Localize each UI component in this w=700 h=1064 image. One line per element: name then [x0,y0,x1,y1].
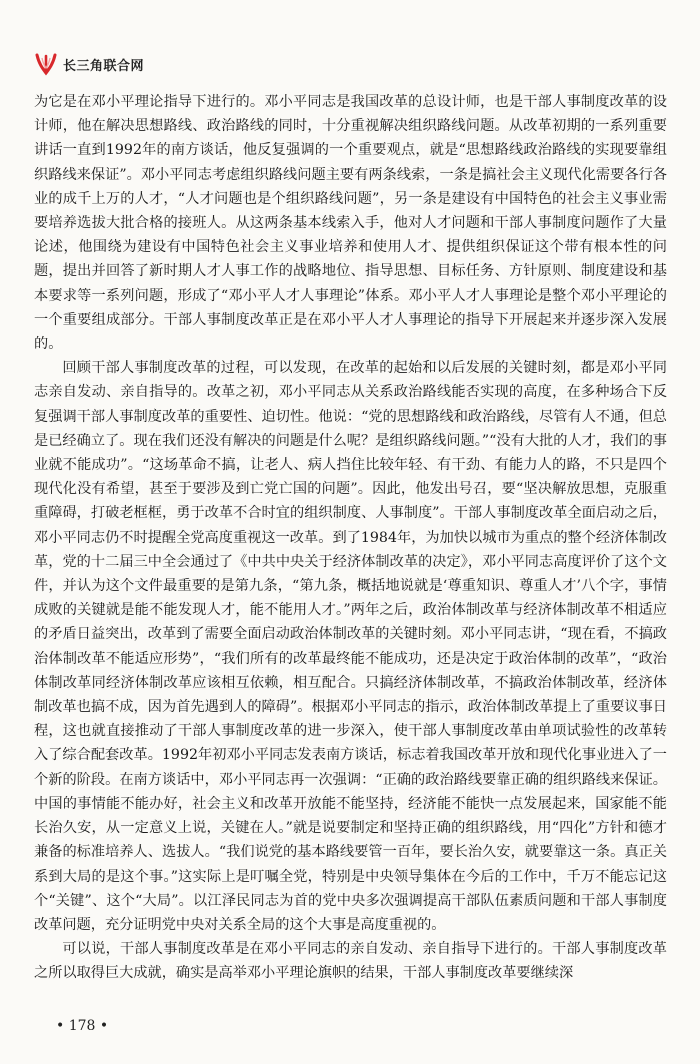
csj-logo-icon [34,52,58,76]
site-header [34,52,144,76]
page-number: • 178 • [56,1018,109,1034]
site-brand: 长三角联合网 [63,58,145,74]
paragraph-2: 回顾干部人事制度改革的过程，可以发现，在改革的起始和以后发展的关键时刻，都是邓小平同志亲自发动、亲自指导的。改革之初，邓小平同志从关系政治路线能否实现的高度，在多种场合下反复强调干部人事制度改革的重要性、迫切性。他说：“党的思想路线和政治路线，尽管有人不通，但总是已经确立了。现在我们还没有解决的问题是什么呢？是组织路线问题。”“没有大批的人才，我们的事业就不能成功”。“这场革命不搞，让老人、病人挡住比较年轻、有干劲、有能力人的路，不只是四个现代化没有希望，甚至于要涉及到亡党亡国的问题”。因此，他发出号召，要“坚决解放思想，克服重重障碍，打破老框框，勇于改革不合时宜的组织制度、人事制度”。干部人事制度改革全面启动之后，邓小平同志仍不时提醒全党高度重视这一改革。到了1984年，为加快以城市为重点的整个经济体制改革，党的十二届三中全会通过了《中共中央关于经济体制改革的决定》，邓小平同志高度评价了这个文件，并认为这个文件最重要的是第九条，“第九条，概括地说就是‘尊重知识、尊重人才’八个字，事情成败的关键就是能不能发现人才，能不能用人才。”两年之后，政治体制改革与经济体制改革不相适应的矛盾日益突出，改革到了需要全面启动政治体制改革的关键时刻。邓小平同志讲，“现在看，不搞政治体制改革不能适应形势”，“我们所有的改革最终能不能成功，还是决定于政治体制的改革”，“政治体制改革同经济体制改革应该相互依赖，相互配合。只搞经济体制改革，不搞政治体制改革，经济体制改革也搞不成，因为首先遇到人的障碍”。根据邓小平同志的指示，政治体制改革提上了重要议事日程，这也就直接推动了干部人事制度改革的进一步深入，使干部人事制度改革由单项试验性的改革转入了综合配套改革。1992年初邓小平同志发表南方谈话，标志着我国改革开放和现代化事业进入了一个新的阶段。在南方谈话中，邓小平同志再一次强调：“正确的政治路线要靠正确的组织路线来保证。中国的事情能不能办好，社会主义和改革开放能不能坚持，经济能不能快一点发展起来，国家能不能长治久安，从一定意义上说，关键在人。”就是说要制定和坚持正确的组织路线，用“四化”方针和德才兼备的标准培养人、选拔人。“我们说党的基本路线要管一百年，要长治久安，就要靠这一条。真正关系到大局的是这个事。”这实际上是叮嘱全党，特别是中央领导集体在今后的工作中，千万不能忘记这个“关键”、这个“大局”。以江泽民同志为首的党中央多次强调提高干部队伍素质问题和干部人事制度改革问题，充分证明党中央对关系全局的这个大事是高度重视的。 [34,360,667,933]
paragraph-3: 可以说，干部人事制度改革是在邓小平同志的亲自发动、亲自指导下进行的。干部人事制度改革之所以取得巨大成就，确实是高举邓小平理论旗帜的结果，干部人事制度改革要继续深 [34,941,667,982]
paragraph-1: 为它是在邓小平理论指导下进行的。邓小平同志是我国改革的总设计师，也是干部人事制度改革的设计师，他在解决思想路线、政治路线的同时，十分重视解决组织路线问题。从改革初期的一系列重要讲话一直到1992年的南方谈话，他反复强调的一个重要观点，就是“思想路线政治路线的实现要靠组织路线来保证”。邓小平同志考虑组织路线问题主要有两条线索，一条是搞社会主义现代化需要各行各业的成千上万的人才，“人才问题也是个组织路线问题”，另一条是建设有中国特色的社会主义事业需要培养选拔大批合格的接班人。从这两条基本线索入手，他对人才问题和干部人事制度问题作了大量论述，他围绕为建设有中国特色社会主义事业培养和使用人才、提供组织保证这个带有根本性的问题，提出并回答了新时期人才人事工作的战略地位、指导思想、目标任务、方针原则、制度建设和基本要求等一系列问题，形成了“邓小平人才人事理论”体系。邓小平人才人事理论是整个邓小平理论的一个重要组成部分。干部人事制度改革正是在邓小平人才人事理论的指导下开展起来并逐步深入发展的。 [34,94,667,353]
article-body [34,90,667,986]
